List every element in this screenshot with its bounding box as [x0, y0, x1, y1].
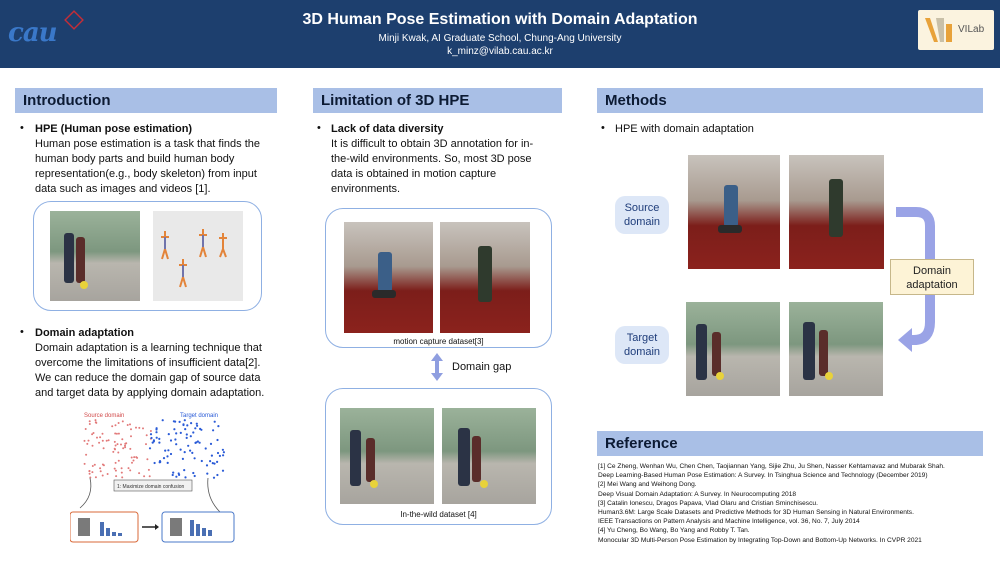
source-point — [112, 451, 114, 453]
target-point — [154, 462, 156, 464]
source-point — [114, 433, 116, 435]
target-point — [201, 460, 203, 462]
vilab-logo — [918, 10, 994, 50]
target-point — [190, 422, 192, 424]
target-point — [194, 475, 196, 477]
source-point — [117, 452, 119, 454]
source-point — [96, 437, 98, 439]
target-point — [186, 437, 188, 439]
target-point — [205, 447, 207, 449]
source-point — [122, 447, 124, 449]
source-point — [129, 448, 131, 450]
target-point — [150, 437, 152, 439]
da-line: Domain adaptation is a learning technique that — [35, 342, 262, 354]
domain-gap-arrow-icon — [430, 353, 444, 381]
hpe-line: human body parts and build human body — [35, 153, 235, 165]
source-point — [114, 441, 116, 443]
source-point — [117, 443, 119, 445]
target-point — [180, 449, 182, 451]
target-point — [180, 432, 182, 434]
source-point — [133, 456, 135, 458]
in-the-wild-photo-1 — [340, 408, 434, 504]
source-point — [115, 462, 117, 464]
source-point — [84, 463, 86, 465]
vilab-logo-icon — [922, 14, 956, 46]
source-point — [115, 424, 117, 426]
data-diversity-line: It is difficult to obtain 3D annotation for in- — [331, 138, 534, 150]
source-point — [115, 475, 117, 477]
vilab-logo-text: VILab — [958, 24, 985, 35]
source-point — [85, 428, 87, 430]
target-point — [210, 443, 212, 445]
target-point — [182, 424, 184, 426]
target-point — [191, 452, 193, 454]
target-point — [162, 419, 164, 421]
source-point — [88, 470, 90, 472]
source-point — [106, 440, 108, 442]
hpe-skeleton-image — [153, 211, 243, 301]
methods-bullet: HPE with domain adaptation — [615, 123, 754, 135]
target-point — [158, 442, 160, 444]
target-point — [194, 457, 196, 459]
source-point — [150, 430, 152, 432]
domain-scatter-plot — [70, 408, 236, 546]
target-point — [197, 440, 199, 442]
source-point — [115, 470, 117, 472]
source-point — [92, 445, 94, 447]
target-point — [189, 450, 191, 452]
target-point — [175, 432, 177, 434]
target-point — [217, 425, 219, 427]
source-point — [89, 473, 91, 475]
da-title: Domain adaptation — [35, 327, 135, 339]
source-point — [122, 420, 124, 422]
source-photo-1 — [688, 155, 780, 269]
hpe-block — [35, 122, 285, 197]
source-point — [102, 440, 104, 442]
source-point — [131, 462, 133, 464]
target-point — [206, 473, 208, 475]
target-point — [192, 431, 194, 433]
source-point — [146, 458, 148, 460]
domain-adaptation-text: Domain — [913, 265, 951, 277]
data-diversity-line: the-wild environments. So, most 3D pose — [331, 153, 532, 165]
source-point — [89, 423, 91, 425]
domain-adaptation-block — [35, 326, 285, 401]
poster-header — [0, 0, 1000, 68]
target-point — [173, 428, 175, 430]
target-point — [217, 452, 219, 454]
source-domain-text: Source — [624, 202, 660, 214]
mocap-photo-2 — [440, 222, 530, 333]
source-point — [131, 457, 133, 459]
source-point — [138, 472, 140, 474]
hpe-line: data such as images and videos [1]. — [35, 183, 211, 195]
reference-line: [3] Catalin Ionescu, Dragos Papava, Vlad Olaru and Cristian Sminchisescu. — [598, 499, 818, 507]
target-point — [182, 458, 184, 460]
source-point — [111, 425, 113, 427]
target-point — [196, 425, 198, 427]
da-line: and target data by applying domain adaptation. — [35, 387, 265, 399]
data-diversity-block — [331, 122, 561, 197]
target-point — [200, 429, 202, 431]
source-point — [135, 456, 137, 458]
source-point — [99, 467, 101, 469]
author-line: Minji Kwak, AI Graduate School, Chung-Ang University — [378, 33, 622, 44]
source-point — [95, 476, 97, 478]
target-point — [184, 428, 186, 430]
target-point — [216, 474, 218, 476]
source-point — [85, 454, 87, 456]
target-point — [164, 450, 166, 452]
source-point — [121, 476, 123, 478]
target-point — [223, 451, 225, 453]
target-point — [168, 433, 170, 435]
source-point — [84, 440, 86, 442]
target-point — [156, 427, 158, 429]
source-domain-label: Source domain — [84, 413, 125, 419]
target-point — [222, 449, 224, 451]
target-point — [209, 460, 211, 462]
in-the-wild-caption: In-the-wild dataset [4] — [400, 510, 477, 519]
source-point — [89, 420, 91, 422]
target-point — [213, 463, 215, 465]
source-domain-text: domain — [623, 216, 661, 228]
source-point — [95, 421, 97, 423]
data-diversity-line: environments. — [331, 183, 401, 195]
source-domain-box — [615, 196, 669, 234]
target-point — [222, 470, 224, 472]
target-point — [172, 474, 174, 476]
da-line: overcome the limitations of insufficient data[2]. — [35, 357, 261, 369]
source-point — [99, 436, 101, 438]
domain-gap-label: Domain gap — [452, 361, 512, 373]
reference-line: [2] Mei Wang and Weihong Dong. — [598, 481, 697, 489]
mocap-photo-1 — [344, 222, 433, 333]
reference-line: Human3.6M: Large Scale Datasets and Predictive Methods for 3D Human Sensing in Natural Environments. — [598, 509, 914, 517]
source-point — [114, 448, 116, 450]
bullet-dot: • — [601, 122, 605, 134]
source-point — [149, 475, 151, 477]
hpe-line: Human pose estimation is a task that finds the — [35, 138, 261, 150]
target-point — [216, 461, 218, 463]
source-point — [148, 469, 150, 471]
target-photo-1 — [686, 302, 780, 396]
target-point — [186, 424, 188, 426]
target-point — [214, 421, 216, 423]
target-point — [186, 433, 188, 435]
source-point — [145, 443, 147, 445]
target-point — [158, 438, 160, 440]
reference-line: IEEE Transactions on Pattern Analysis and Machine Intelligence, vol. 36, No. 7, July 2014 — [598, 518, 860, 526]
limitation-heading: Limitation of 3D HPE — [313, 88, 562, 113]
source-point — [107, 473, 109, 475]
in-the-wild-photo-2 — [442, 408, 536, 504]
source-point — [121, 472, 123, 474]
da-line: We can reduce the domain gap of source data — [35, 372, 261, 384]
source-point — [86, 443, 88, 445]
target-point — [166, 455, 168, 457]
source-point — [120, 444, 122, 446]
target-point — [167, 449, 169, 451]
target-point — [192, 472, 194, 474]
target-point — [184, 419, 186, 421]
source-point — [130, 428, 132, 430]
source-point — [102, 475, 104, 477]
source-point — [92, 465, 94, 467]
target-point — [149, 447, 151, 449]
target-point — [167, 462, 169, 464]
source-point — [103, 447, 105, 449]
target-point — [187, 445, 189, 447]
methods-heading: Methods — [597, 88, 983, 113]
target-point — [219, 455, 221, 457]
source-photo-2 — [789, 155, 884, 269]
target-point — [184, 476, 186, 478]
target-point — [155, 431, 157, 433]
target-point — [150, 433, 152, 435]
introduction-heading: Introduction — [15, 88, 277, 113]
target-point — [213, 477, 215, 479]
target-point — [196, 423, 198, 425]
target-point — [170, 453, 172, 455]
reference-line: Deep Visual Domain Adaptation: A Survey. In Neurocomputing 2018 — [598, 490, 797, 498]
source-point — [142, 427, 144, 429]
target-domain-text: domain — [623, 346, 661, 358]
source-point — [121, 467, 123, 469]
reference-line: Deep Learning-Based Human Pose Estimation: A Survey. In Tsinghua Science and Technology (December 2019) — [598, 472, 928, 480]
source-point — [129, 469, 131, 471]
target-point — [170, 439, 172, 441]
target-point — [183, 469, 185, 471]
source-point — [146, 434, 148, 436]
target-point — [211, 455, 213, 457]
mocap-caption: motion capture dataset[3] — [393, 337, 484, 346]
source-point — [91, 471, 93, 473]
target-photo-2 — [789, 302, 883, 396]
hpe-input-photo — [50, 211, 140, 301]
hpe-title: HPE (Human pose estimation) — [35, 123, 193, 135]
source-point — [114, 468, 116, 470]
source-point — [93, 432, 95, 434]
domain-adaptation-box — [890, 259, 974, 295]
bullet-dot: • — [20, 326, 24, 338]
source-point — [121, 438, 123, 440]
target-point — [184, 451, 186, 453]
target-point — [152, 442, 154, 444]
bullet-dot: • — [20, 122, 24, 134]
target-point — [156, 437, 158, 439]
source-point — [116, 433, 118, 435]
source-point — [102, 464, 104, 466]
bullet-dot: • — [317, 122, 321, 134]
source-point — [138, 427, 140, 429]
target-point — [163, 457, 165, 459]
target-domain-label: Target domain — [180, 413, 219, 419]
source-point — [118, 460, 120, 462]
source-point — [118, 433, 120, 435]
source-point — [94, 464, 96, 466]
target-point — [212, 429, 214, 431]
confusion-label: 1: Maximize domain confusion — [117, 484, 185, 490]
target-domain-text: Target — [626, 332, 658, 344]
source-point — [135, 427, 137, 429]
author-email: k_minz@vilab.cau.ac.kr — [447, 46, 553, 57]
source-point — [100, 470, 102, 472]
reference-heading: Reference — [597, 431, 983, 456]
target-point — [175, 476, 177, 478]
target-point — [216, 439, 218, 441]
source-point — [143, 475, 145, 477]
target-point — [174, 421, 176, 423]
target-point — [172, 472, 174, 474]
reference-line: [1] Ce Zheng, Wenhan Wu, Chen Chen, Taojiannan Yang, Sijie Zhu, Ju Shen, Nasser Kehtarnavaz and Mubarak Shah. — [598, 463, 945, 470]
target-domain-box — [615, 326, 669, 364]
source-point — [102, 433, 104, 435]
cau-logo-text: cau — [8, 18, 57, 48]
source-point — [118, 422, 120, 424]
source-point — [130, 435, 132, 437]
target-point — [178, 472, 180, 474]
data-diversity-line: data is obtained in motion capture — [331, 168, 497, 180]
data-diversity-title: Lack of data diversity — [331, 123, 444, 135]
source-point — [133, 460, 135, 462]
target-point — [174, 438, 176, 440]
target-point — [179, 421, 181, 423]
reference-line: Monocular 3D Multi-Person Pose Estimation by Integrating Top-Down and Bottom-Up Networks. In CVPR 2021 — [598, 536, 922, 544]
source-point — [124, 446, 126, 448]
target-point — [153, 439, 155, 441]
source-point — [128, 467, 130, 469]
target-point — [194, 427, 196, 429]
domain-adaptation-text: adaptation — [906, 279, 958, 291]
source-point — [125, 442, 127, 444]
reference-list — [598, 462, 996, 545]
target-point — [190, 435, 192, 437]
target-point — [159, 460, 161, 462]
target-point — [222, 454, 224, 456]
target-point — [175, 443, 177, 445]
reference-line: [4] Yu Cheng, Bo Wang, Bo Yang and Robby T. Tan. — [598, 527, 750, 535]
poster-title: 3D Human Pose Estimation with Domain Adaptation — [302, 11, 698, 28]
source-point — [129, 423, 131, 425]
source-point — [88, 440, 90, 442]
hpe-line: representation(e.g., body skeleton) from input — [35, 168, 257, 180]
source-point — [127, 424, 129, 426]
source-point — [98, 442, 100, 444]
source-point — [115, 445, 117, 447]
source-point — [108, 439, 110, 441]
domain-adaptation-figure — [70, 408, 236, 546]
target-point — [206, 464, 208, 466]
source-point — [95, 419, 97, 421]
